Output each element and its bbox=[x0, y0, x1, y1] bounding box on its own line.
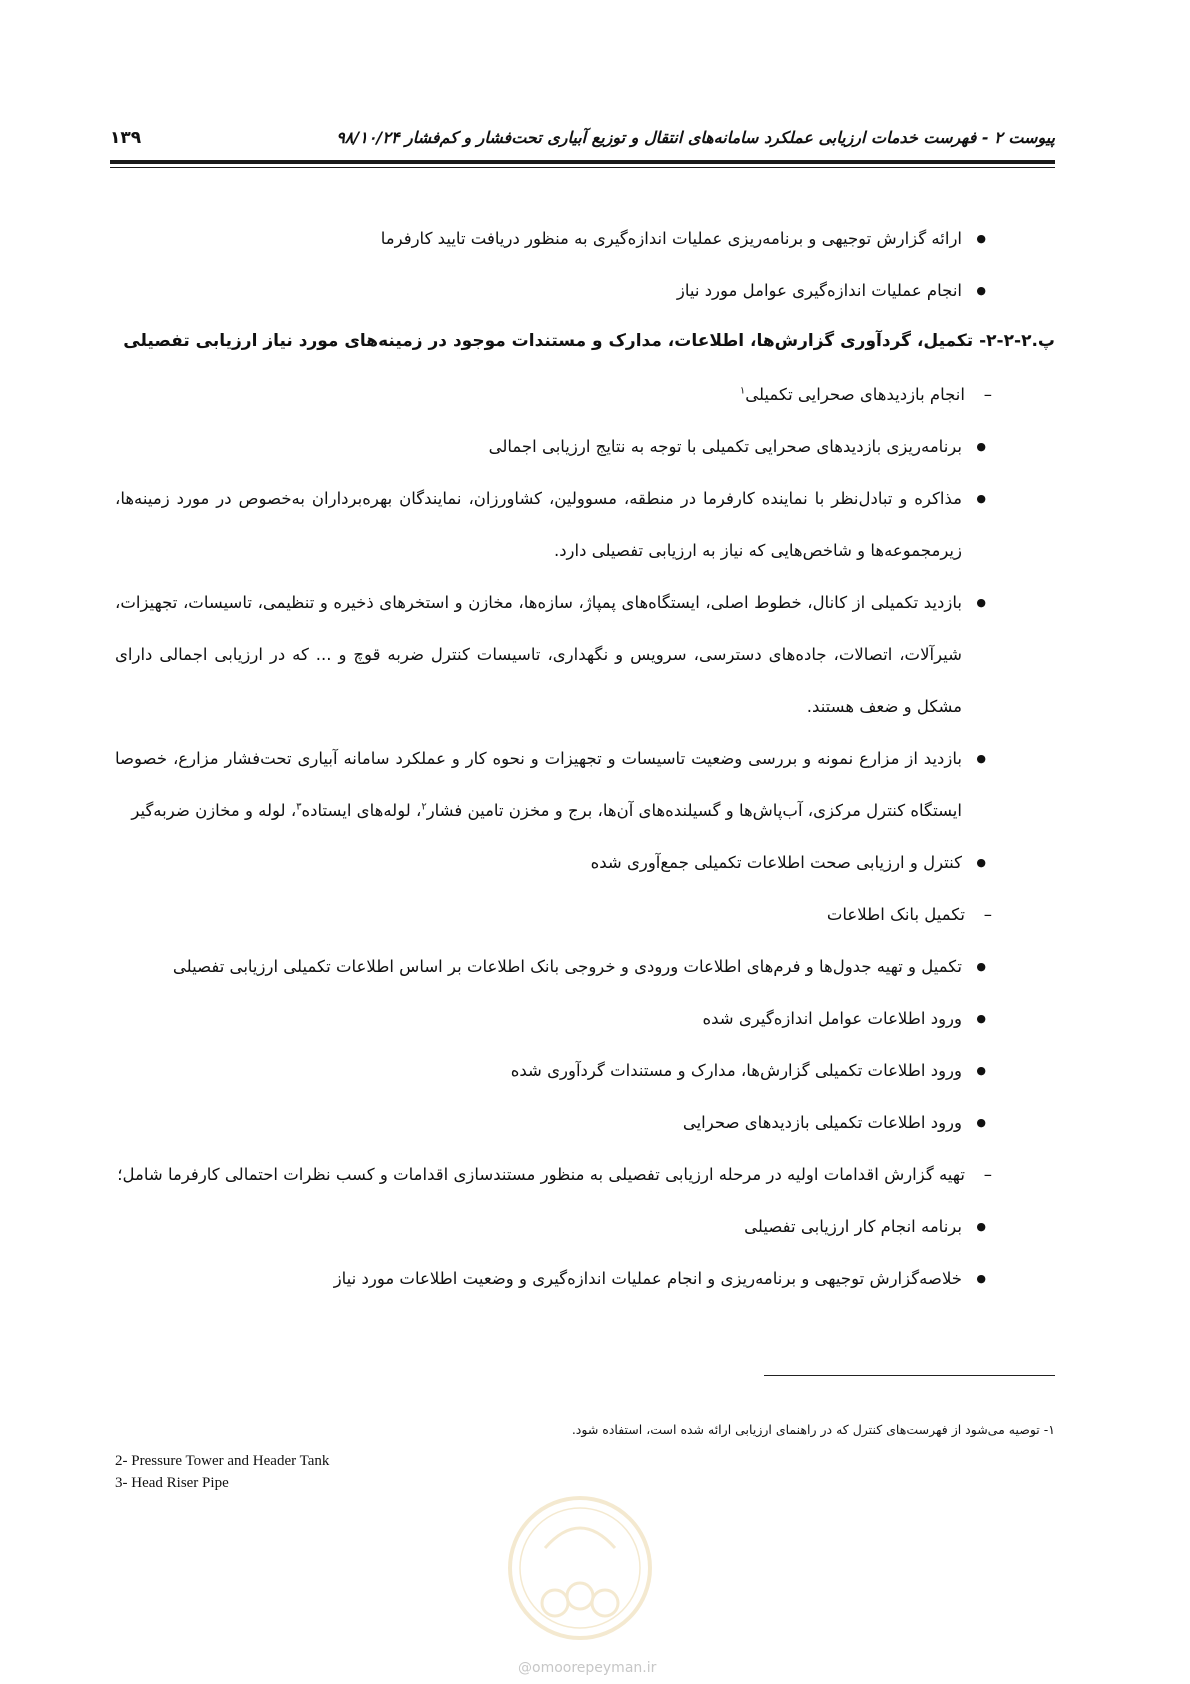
header-rule-thick bbox=[110, 160, 1055, 164]
list-item: ● ورود اطلاعات تکمیلی بازدیدهای صحرایی bbox=[115, 1097, 1055, 1149]
footnote-ref: ۳ bbox=[296, 801, 302, 813]
watermark-logo bbox=[505, 1478, 655, 1658]
list-item bbox=[115, 733, 1055, 837]
footnote-ref: ۲ bbox=[421, 801, 427, 813]
watermark-site: @omoorepeyman.ir bbox=[518, 1660, 657, 1676]
dash-item bbox=[115, 369, 1055, 421]
list-item: ● بازدید تکمیلی از کانال، خطوط اصلی، ایستگاه‌های پمپاژ، سازه‌ها، مخازن و استخرهای ذخیره و تنظیمی، تاسیسات، تجهیزات، شیرآلات، اتصالات، جاده‌های دسترسی، سرویس و نگهداری، تاسیسات کنترل ضربه قوچ و ... که در ارزیابی اجمالی دارای مشکل و ضعف هستند. bbox=[115, 577, 1055, 733]
main-content bbox=[115, 213, 1055, 1305]
list-item: ● کنترل و ارزیابی صحت اطلاعات تکمیلی جمع‌آوری شده bbox=[115, 837, 1055, 889]
footnote-1: ۱- توصیه می‌شود از فهرست‌های کنترل که در راهنمای ارزیابی ارائه شده است، استفاده شود. bbox=[571, 1422, 1055, 1437]
list-item: ● تکمیل و تهیه جدول‌ها و فرم‌های اطلاعات ورودی و خروجی بانک اطلاعات بر اساس اطلاعات تکمیلی ارزیابی تفصیلی bbox=[115, 941, 1055, 993]
page-number: ۱۳۹ bbox=[110, 128, 142, 148]
list-item-text: بازدید از مزارع نمونه و بررسی وضعیت تاسیسات و تجهیزات و نحوه کار و عملکرد سامانه آبیاری تحت‌فشار مزارع، خصوصا ایستگاه کنترل مرکزی، آب‌پاش‌ها و گسیلنده‌های آن‌ها، برج و مخزن تامین فشار bbox=[115, 749, 962, 820]
list-item: ● ورود اطلاعات عوامل اندازه‌گیری شده bbox=[115, 993, 1055, 1045]
dash-item: – تهیه گزارش اقدامات اولیه در مرحله ارزیابی تفصیلی به منظور مستندسازی اقدامات و کسب نظرات احتمالی کارفرما شامل؛ bbox=[115, 1149, 1055, 1201]
list-item: ● خلاصه‌گزارش توجیهی و برنامه‌ریزی و انجام عملیات اندازه‌گیری و وضعیت اطلاعات مورد نیاز bbox=[115, 1253, 1055, 1305]
list-item-text: ، لوله و مخازن ضربه‌گیر bbox=[131, 801, 297, 820]
dash-item-text: انجام بازدیدهای صحرایی تکمیلی bbox=[745, 385, 965, 404]
page-header bbox=[110, 128, 1055, 156]
list-item: ● برنامه‌ریزی بازدیدهای صحرایی تکمیلی با توجه به نتایج ارزیابی اجمالی bbox=[115, 421, 1055, 473]
list-item-text: ، لوله‌های ایستاده bbox=[301, 801, 422, 820]
list-item: ● انجام عملیات اندازه‌گیری عوامل مورد نیاز bbox=[115, 265, 1055, 317]
footnote-3: 3- Head Riser Pipe bbox=[115, 1475, 229, 1491]
dash-item: – تکمیل بانک اطلاعات bbox=[115, 889, 1055, 941]
running-title: پیوست ۲ - فهرست خدمات ارزیابی عملکرد سامانه‌های انتقال و توزیع آبیاری تحت‌فشار و کم‌فشار ۹۸/۱۰/۲۴ bbox=[336, 128, 1055, 147]
list-item: ● برنامه انجام کار ارزیابی تفصیلی bbox=[115, 1201, 1055, 1253]
footnote-2: 2- Pressure Tower and Header Tank bbox=[115, 1453, 330, 1469]
footnote-ref: ۱ bbox=[739, 385, 746, 397]
footnote-rule bbox=[764, 1375, 1055, 1376]
header-rule-thin bbox=[110, 167, 1055, 168]
list-item: ● ارائه گزارش توجیهی و برنامه‌ریزی عملیات اندازه‌گیری به منظور دریافت تایید کارفرما bbox=[115, 213, 1055, 265]
list-item: ● مذاکره و تبادل‌نظر با نماینده کارفرما در منطقه، مسوولین، کشاورزان، نمایندگان بهره‌برداران به‌خصوص در مورد زمینه‌ها، زیرمجموعه‌ها و شاخص‌هایی که نیاز به ارزیابی تفصیلی دارد. bbox=[115, 473, 1055, 577]
section-heading: پ.۲-۲-۲- تکمیل، گردآوری گزارش‌ها، اطلاعات، مدارک و مستندات موجود در زمینه‌های مورد نیاز ارزیابی تفصیلی bbox=[123, 331, 1055, 351]
list-item: ● ورود اطلاعات تکمیلی گزارش‌ها، مدارک و مستندات گردآوری شده bbox=[115, 1045, 1055, 1097]
